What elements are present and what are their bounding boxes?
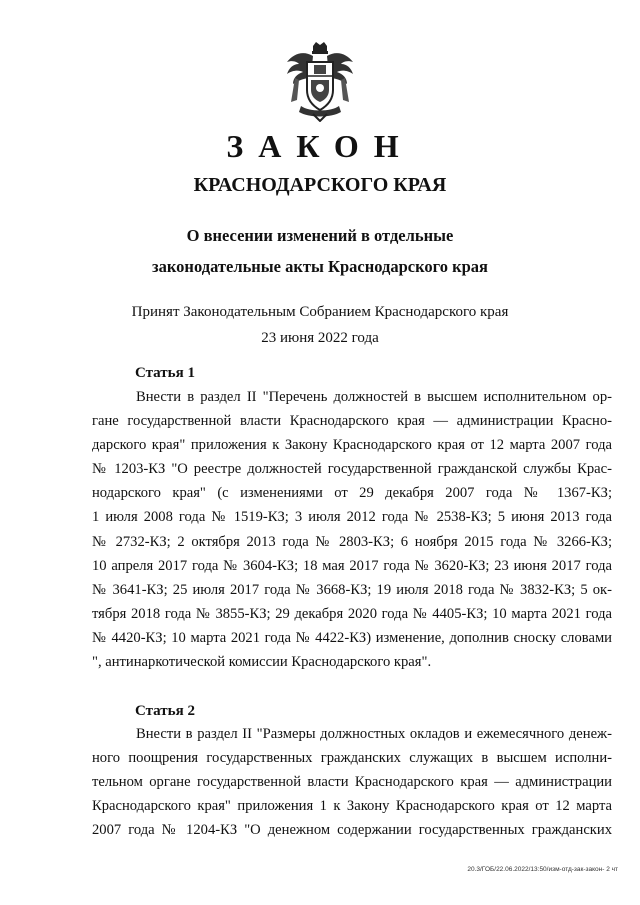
article-1-line: 10 апреля 2017 года № 3604-КЗ; 18 мая 2017 года № 3620-КЗ; 23 июня 2017 года — [92, 557, 612, 574]
article-1-line: № 4420-КЗ; 10 марта 2021 года № 4422-КЗ) изменение, дополнив сноску словами — [92, 629, 612, 646]
article-2-text — [92, 722, 612, 842]
article-1-line: № 1203-КЗ "О реестре должностей государственной гражданской службы Крас- — [92, 461, 612, 478]
article-1-line: № 3641-КЗ; 25 июля 2017 года № 3668-КЗ; 19 июля 2018 года № 3832-КЗ; 5 ок- — [92, 581, 612, 598]
article-1-line: тября 2018 года № 3855-КЗ; 29 декабря 2020 года № 4405-КЗ; 10 марта 2021 года — [92, 605, 612, 622]
article-2-line: Краснодарского края" приложения 1 к Закону Краснодарского края от 12 марта — [92, 798, 612, 815]
article-2-line: Внести в раздел II "Размеры должностных окладов и ежемесячного денеж- — [136, 726, 612, 742]
coat-of-arms-icon — [283, 40, 357, 122]
footer-document-code: 20.3/ГОБ/22.06.2022/13:50/изм-отд-зак-закон- 2 чт — [467, 866, 618, 873]
law-heading-line-1: О внесении изменений в отдельные — [186, 226, 454, 245]
article-2-title: Статья 2 — [135, 703, 195, 719]
document-subtitle: КРАСНОДАРСКОГО КРАЯ — [193, 174, 447, 196]
adopted-by-text: Принят Законодательным Собранием Краснодарского края — [131, 304, 509, 320]
article-1-line: гане государственной власти Краснодарского края — администрации Красно- — [92, 413, 612, 430]
article-2-line: 2007 года № 1204-КЗ "О денежном содержании государственных гражданских — [92, 822, 612, 839]
article-1-line: 1 июля 2008 года № 1519-КЗ; 3 июля 2012 года № 2538-КЗ; 5 июня 2013 года — [92, 509, 612, 526]
article-1-text — [92, 385, 612, 674]
article-2-line: тельном органе государственной власти Краснодарского края — администрации — [92, 774, 612, 791]
adopted-date-text: 23 июня 2022 года — [261, 330, 379, 346]
document-title: ЗАКОН — [226, 128, 414, 164]
law-heading-line-2: законодательные акты Краснодарского края — [152, 257, 488, 276]
article-1-line: нодарского края" (с изменениями от 29 декабря 2007 года № 1367-КЗ; — [92, 485, 612, 502]
article-1-line: Внести в раздел II "Перечень должностей в высшем исполнительном ор- — [136, 389, 612, 405]
article-1-line: ", антинаркотической комиссии Краснодарского края". — [92, 654, 432, 671]
article-2-line: ного поощрения государственных гражданских служащих в высшем исполни- — [92, 750, 612, 767]
article-1-line: № 2732-КЗ; 2 октября 2013 года № 2803-КЗ; 6 ноября 2015 года № 3266-КЗ; — [92, 533, 612, 550]
article-1-title: Статья 1 — [135, 365, 195, 381]
article-1-line: дарского края" приложения к Закону Краснодарского края от 12 марта 2007 года — [92, 437, 612, 454]
